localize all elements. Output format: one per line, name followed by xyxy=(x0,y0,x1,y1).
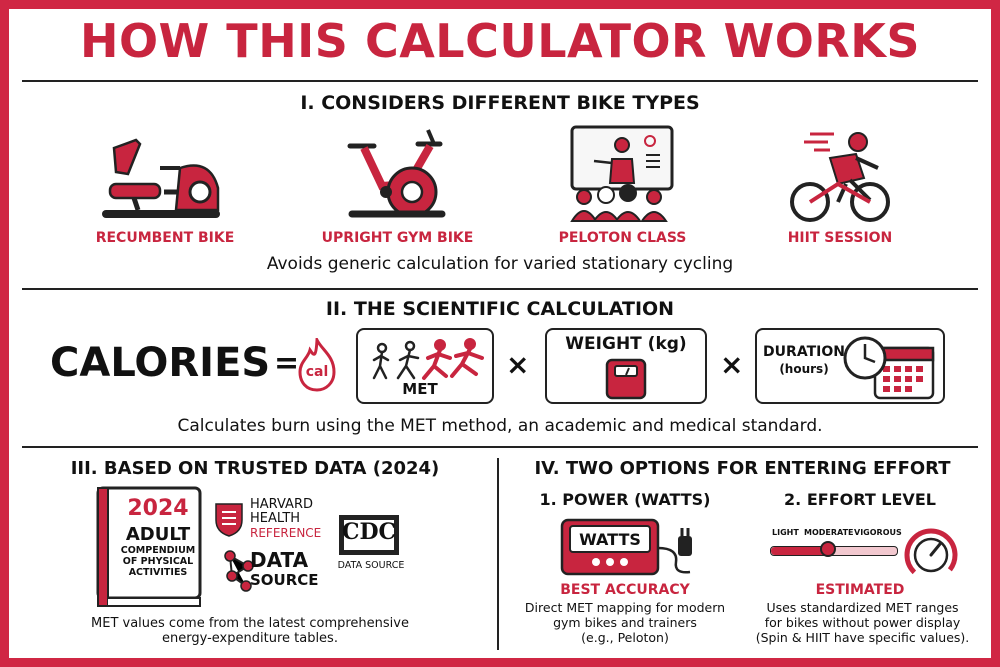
harvard-line-3: REFERENCE xyxy=(250,526,322,540)
divider-top xyxy=(22,80,978,82)
met-box xyxy=(356,328,494,404)
book-sub-line-3: ACTIVITIES xyxy=(128,567,188,578)
option2-description xyxy=(750,600,975,645)
multiply-sign-1: × xyxy=(506,348,530,381)
hiit-cyclist-icon xyxy=(786,128,894,224)
option1-title: 1. POWER (WATTS) xyxy=(539,490,711,509)
cdc-caption: DATA SOURCE xyxy=(337,560,405,571)
clock-calendar-icon xyxy=(843,334,939,402)
harvard-shield-icon xyxy=(214,502,244,538)
option1-line-1: Direct MET mapping for modern xyxy=(524,600,726,615)
book-sub-line-1: COMPENDIUM xyxy=(120,545,196,556)
watts-display: WATTS xyxy=(579,530,641,549)
section3-caption-line-1: MET values come from the latest comprehensive xyxy=(91,616,409,631)
effort-vigorous: VIGOROUS xyxy=(854,528,902,537)
option1-description xyxy=(505,600,745,645)
effort-slider-knob[interactable] xyxy=(820,541,836,557)
weight-label: WEIGHT (kg) xyxy=(565,334,687,354)
section3-caption xyxy=(40,616,460,646)
section1-caption: Avoids generic calculation for varied stationary cycling xyxy=(266,254,734,274)
data-source-line-1: DATA xyxy=(250,548,309,572)
duration-box xyxy=(755,328,945,404)
section4-heading: IV. TWO OPTIONS FOR ENTERING EFFORT xyxy=(534,458,951,479)
recumbent-bike-icon xyxy=(100,128,230,223)
effort-light: LIGHT xyxy=(772,528,799,537)
effort-dial-icon xyxy=(904,528,958,582)
effort-moderate: MODERATE xyxy=(804,528,854,537)
section2-caption: Calculates burn using the MET method, an academic and medical standard. xyxy=(177,416,823,436)
multiply-sign-2: × xyxy=(720,348,744,381)
book-sub-line-2: OF PHYSICAL xyxy=(122,556,194,567)
harvard-logo-text xyxy=(250,498,321,540)
option2-title: 2. EFFORT LEVEL xyxy=(784,490,936,509)
bike-label-peloton: PELOTON CLASS xyxy=(558,230,687,246)
option2-tag: ESTIMATED xyxy=(815,582,905,598)
section3-heading: III. BASED ON TRUSTED DATA (2024) xyxy=(70,458,440,479)
book-title: ADULT xyxy=(125,524,191,545)
option2-line-3: (Spin & HIIT have specific values). xyxy=(755,630,970,645)
effort-slider-track[interactable] xyxy=(770,546,898,556)
option1-tag: BEST ACCURACY xyxy=(560,582,690,598)
column-divider xyxy=(497,458,499,650)
option1-line-3: (e.g., Peloton) xyxy=(581,630,669,645)
weight-box xyxy=(545,328,707,404)
divider-2 xyxy=(22,446,978,448)
option2-line-2: for bikes without power display xyxy=(764,615,961,630)
harvard-line-2: HEALTH xyxy=(250,511,301,526)
divider-1 xyxy=(22,288,978,290)
cdc-text: CDC xyxy=(341,519,397,545)
option2-line-1: Uses standardized MET ranges xyxy=(766,600,959,615)
section3-caption-line-2: energy-expenditure tables. xyxy=(162,631,338,646)
book-year: 2024 xyxy=(127,496,189,521)
bike-label-upright: UPRIGHT GYM BIKE xyxy=(321,230,474,246)
bike-label-hiit: HIIT SESSION xyxy=(787,230,893,246)
section1-heading: I. CONSIDERS DIFFERENT BIKE TYPES xyxy=(300,92,700,114)
harvard-line-1: HARVARD xyxy=(250,497,313,512)
bike-label-recumbent: RECUMBENT BIKE xyxy=(95,230,235,246)
equals-sign: = xyxy=(274,346,300,381)
cal-badge: cal xyxy=(305,364,329,380)
upright-bike-icon xyxy=(342,126,452,222)
scale-icon xyxy=(605,358,647,400)
peloton-class-icon xyxy=(568,125,676,223)
data-source-line-2: SOURCE xyxy=(250,571,319,589)
duration-unit: (hours) xyxy=(779,362,829,376)
page-title: HOW THIS CALCULATOR WORKS xyxy=(79,14,921,68)
duration-label: DURATION xyxy=(763,344,845,360)
met-label: MET xyxy=(402,380,438,398)
book-subtitle xyxy=(112,545,204,578)
calories-word: CALORIES xyxy=(50,340,271,386)
option1-line-2: gym bikes and trainers xyxy=(553,615,697,630)
data-source-big xyxy=(250,550,319,590)
section2-heading: II. THE SCIENTIFIC CALCULATION xyxy=(325,298,675,320)
